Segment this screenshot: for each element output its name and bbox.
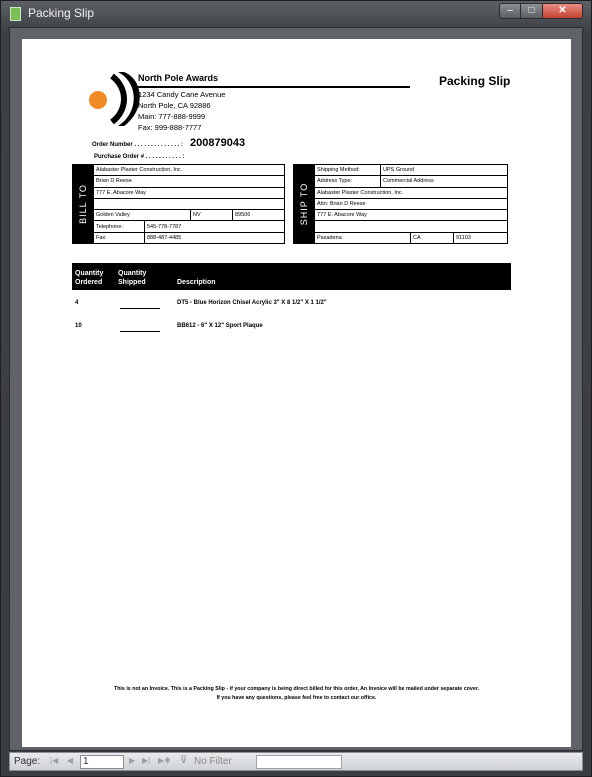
ship-to-tab [293,164,315,244]
no-filter-button[interactable]: No Filter [194,756,232,767]
report-page [22,39,571,747]
ship-to-blank [315,221,508,232]
header-rule [138,86,410,88]
page-label: Page: [14,756,41,767]
item-description: BB612 - 6" X 12" Sport Plaque [177,323,263,329]
minimize-button[interactable]: – [499,3,521,19]
bill-to-telephone-label: Telephone: [94,221,145,232]
ship-to-table [314,164,508,244]
ship-to-state: CA [411,232,454,243]
report-icon [10,7,21,21]
next-page-button[interactable]: ▶ [129,756,136,765]
qty-shipped-line [120,308,160,309]
maximize-button[interactable]: □ [521,3,543,19]
bill-to-city: Golden Valley [94,210,191,221]
window-title: Packing Slip [28,6,95,20]
company-city: North Pole, CA 92886 [138,101,211,110]
ship-to-street: 777 E. Abacore Way [315,210,508,221]
ship-to-company: Alabaster Plaster Construction, Inc. [315,187,508,198]
order-number: 200879043 [190,137,246,149]
bill-to-telephone: 545-778-7787 [145,221,285,232]
footer-contact: If you have any questions, please feel free to contact our office. [216,695,377,701]
qty-shipped-line [120,331,160,332]
footer-notice: This is not an Invoice. This is a Packing Slip - if your company is being direct billed for this order, An Invoice will be mailed under separate cover. [113,686,480,692]
shipping-method: UPS Ground [381,165,508,176]
record-navigation-bar [9,752,583,771]
ship-to-label: SHIP TO [299,182,309,226]
bill-to-blank [94,198,285,209]
ship-to-city: Pasadena [315,232,411,243]
new-record-button[interactable]: ▶✱ [158,756,171,765]
document-title: Packing Slip [439,74,511,88]
company-fax: Fax: 999-888-7777 [138,123,202,132]
last-page-button[interactable]: ▶| [142,756,151,765]
bill-to-fax-label: Fax: [94,232,145,243]
bill-to-fax: 888-487-4485 [145,232,285,243]
funnel-icon: ⊽ [180,755,188,766]
shipping-method-label: Shipping Method: [315,165,381,176]
bill-to-zip: 89506 [233,210,285,221]
bill-to-street: 777 E. Abacore Way [94,187,285,198]
bill-to-state: NV [191,210,233,221]
bill-to-label: BILL TO [78,184,88,224]
address-type-label: Address Type: [315,176,381,187]
bill-to-table [93,164,285,244]
page-number-input[interactable]: 1 [80,755,124,769]
qty-shipped-header: Quantity Shipped [118,270,147,286]
ship-to-zip: 91103 [454,232,508,243]
ship-to-attn: Attn: Brian D Reese [315,198,508,209]
item-qty: 4 [75,300,79,306]
company-name: North Pole Awards [138,73,219,83]
items-header [72,263,511,290]
bill-to-tab [72,164,94,244]
bill-to-contact: Brian D Reese [94,176,285,187]
company-phone: Main: 777-888-9999 [138,112,206,121]
item-qty: 10 [75,323,82,329]
item-row [72,319,511,339]
search-box[interactable] [256,755,342,769]
previous-page-button[interactable]: ◀ [67,756,74,765]
address-type: Commercial Address [381,176,508,187]
item-row [72,296,511,316]
title-bar[interactable] [1,1,591,27]
report-viewport[interactable] [9,27,583,751]
description-header: Description [177,279,216,286]
qty-ordered-header: Quantity Ordered [75,270,104,286]
order-number-label: Order Number . . . . . . . . . . . . . . : [92,142,184,148]
company-address: 1234 Candy Cane Avenue [138,90,226,99]
item-description: DT5 - Blue Horizon Chisel Acrylic 3" X 8 1/2" X 1 1/2" [177,300,327,306]
window-controls [499,3,583,19]
bill-to-company: Alabaster Plaster Construction, Inc. [94,165,285,176]
close-button[interactable]: ✕ [543,3,583,19]
purchase-order-label: Purchase Order # . . . . . . . . . . . : [94,154,185,160]
first-page-button[interactable]: |◀ [50,756,59,765]
